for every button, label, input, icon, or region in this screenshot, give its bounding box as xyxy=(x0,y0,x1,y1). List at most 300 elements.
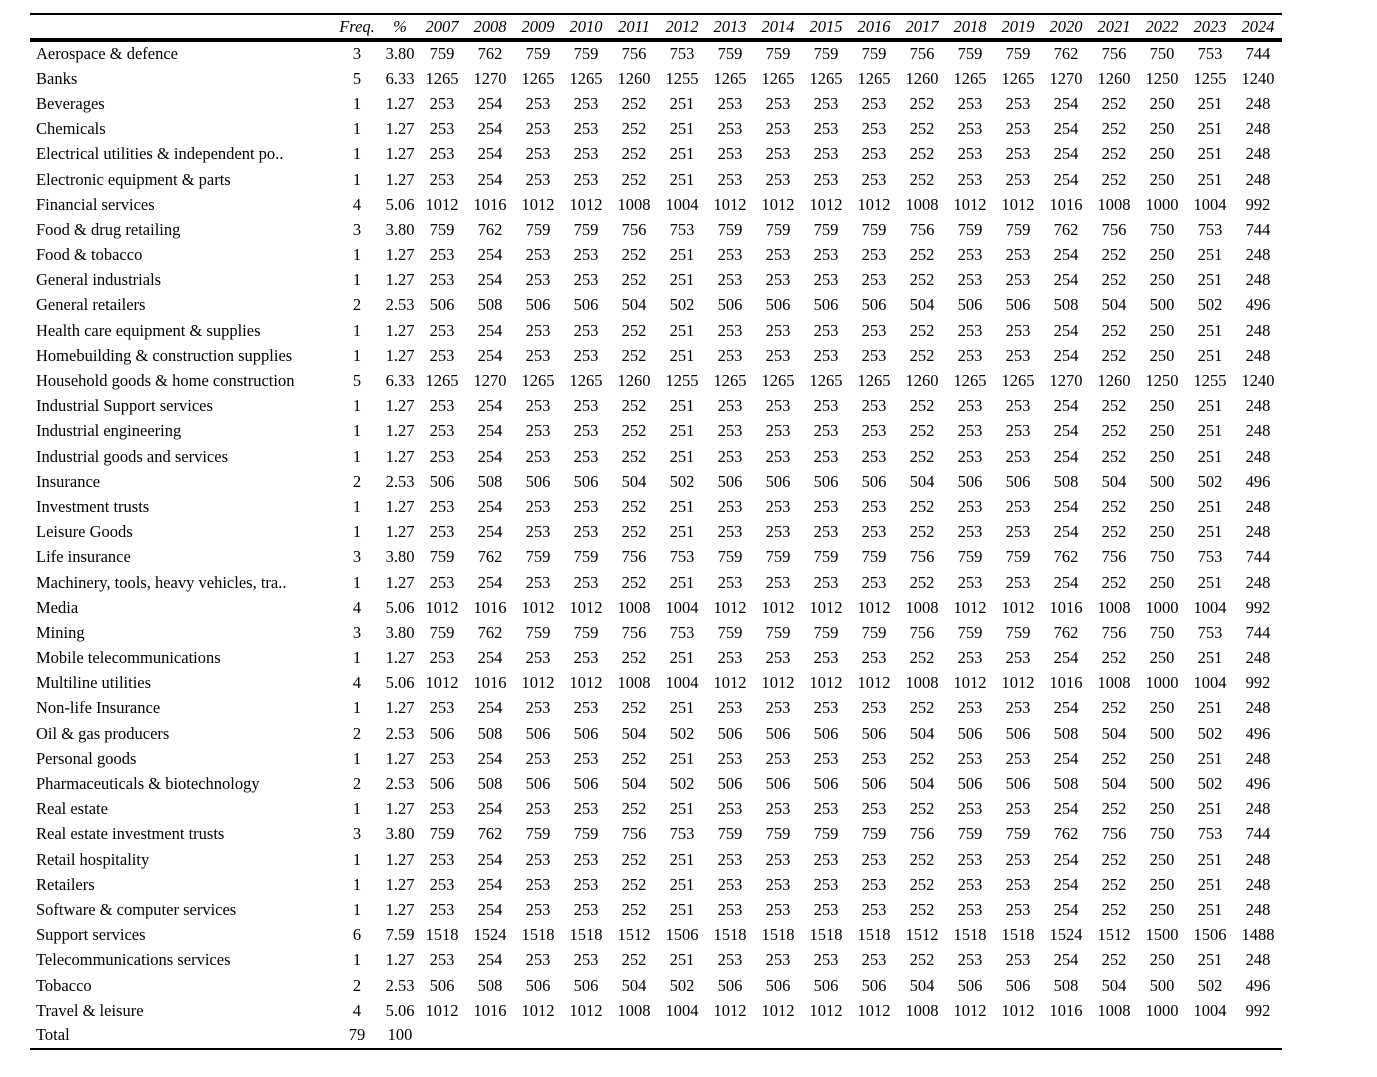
year-cell: 756 xyxy=(1101,44,1127,64)
year-cell: 251 xyxy=(669,874,695,894)
year-cell: 759 xyxy=(957,824,983,844)
year-cell: 254 xyxy=(477,799,503,819)
year-cell: 1004 xyxy=(1193,194,1227,214)
year-cell: 253 xyxy=(861,899,887,919)
year-cell: 506 xyxy=(957,723,983,743)
row-label: Household goods & home construction xyxy=(36,371,295,391)
table-row xyxy=(30,142,1282,167)
year-cell: 253 xyxy=(861,522,887,542)
year-cell: 253 xyxy=(429,849,455,869)
year-cell: 759 xyxy=(861,824,887,844)
freq-cell: 1 xyxy=(352,522,362,542)
year-cell: 1270 xyxy=(1049,68,1083,88)
year-cell: 753 xyxy=(1197,219,1223,239)
year-cell: 251 xyxy=(669,849,695,869)
year-cell: 248 xyxy=(1245,446,1271,466)
year-cell: 252 xyxy=(909,698,935,718)
table-row xyxy=(30,746,1282,771)
pct-cell: 1.27 xyxy=(385,119,415,139)
year-cell: 1016 xyxy=(473,673,507,693)
pct-cell: 1.27 xyxy=(385,396,415,416)
year-cell: 253 xyxy=(765,874,791,894)
year-cell: 506 xyxy=(765,975,791,995)
year-cell: 253 xyxy=(957,446,983,466)
year-cell: 759 xyxy=(861,547,887,567)
year-cell: 252 xyxy=(909,320,935,340)
year-cell: 252 xyxy=(1101,496,1127,516)
year-cell: 1012 xyxy=(425,673,459,693)
freq-cell: 3 xyxy=(352,824,362,844)
year-cell: 506 xyxy=(813,975,839,995)
year-cell: 254 xyxy=(477,874,503,894)
year-cell: 750 xyxy=(1149,622,1175,642)
year-cell: 253 xyxy=(765,320,791,340)
year-cell: 251 xyxy=(669,572,695,592)
year-cell: 253 xyxy=(861,345,887,365)
year-cell: 506 xyxy=(525,471,551,491)
year-cell: 1518 xyxy=(569,925,603,945)
year-cell: 1012 xyxy=(425,194,459,214)
year-cell: 1016 xyxy=(1049,194,1083,214)
header-row xyxy=(30,14,1282,39)
year-cell xyxy=(1234,1023,1282,1048)
year-cell: 253 xyxy=(813,245,839,265)
year-cell: 759 xyxy=(717,824,743,844)
pct-cell: 1.27 xyxy=(385,496,415,516)
col-header-year-2019: 2019 xyxy=(994,14,1042,39)
year-cell: 253 xyxy=(861,648,887,668)
year-cell: 248 xyxy=(1245,799,1271,819)
year-cell: 253 xyxy=(429,698,455,718)
year-cell: 1255 xyxy=(665,371,699,391)
year-cell: 252 xyxy=(621,748,647,768)
table-row xyxy=(30,620,1282,645)
year-cell: 992 xyxy=(1245,194,1271,214)
year-cell: 251 xyxy=(1197,169,1223,189)
row-label: Food & drug retailing xyxy=(36,219,181,239)
year-cell: 253 xyxy=(1005,522,1031,542)
year-cell: 1265 xyxy=(425,68,459,88)
year-cell: 251 xyxy=(1197,446,1223,466)
pct-cell: 1.27 xyxy=(385,572,415,592)
year-cell: 253 xyxy=(525,572,551,592)
year-cell: 762 xyxy=(1053,824,1079,844)
year-cell: 254 xyxy=(477,320,503,340)
table-row xyxy=(30,41,1282,66)
freq-cell: 79 xyxy=(348,1025,366,1045)
year-cell: 506 xyxy=(765,774,791,794)
year-cell: 1008 xyxy=(905,194,939,214)
pct-cell: 1.27 xyxy=(385,345,415,365)
year-cell: 254 xyxy=(1053,899,1079,919)
year-cell: 762 xyxy=(477,824,503,844)
row-label: Chemicals xyxy=(36,119,106,139)
year-cell: 253 xyxy=(813,874,839,894)
year-cell: 506 xyxy=(429,774,455,794)
year-cell: 1270 xyxy=(473,68,507,88)
year-cell: 253 xyxy=(813,396,839,416)
year-cell: 254 xyxy=(477,421,503,441)
year-cell: 252 xyxy=(909,849,935,869)
year-cell: 759 xyxy=(1005,219,1031,239)
year-cell: 1265 xyxy=(809,371,843,391)
year-cell: 248 xyxy=(1245,849,1271,869)
year-cell: 253 xyxy=(813,522,839,542)
year-cell: 251 xyxy=(669,446,695,466)
table-row xyxy=(30,948,1282,973)
year-cell: 253 xyxy=(1005,496,1031,516)
year-cell: 506 xyxy=(1005,471,1031,491)
year-cell: 1260 xyxy=(905,371,939,391)
year-cell: 1004 xyxy=(665,597,699,617)
year-cell: 253 xyxy=(813,144,839,164)
row-label: Support services xyxy=(36,925,146,945)
year-cell: 759 xyxy=(525,44,551,64)
year-cell: 759 xyxy=(573,547,599,567)
year-cell: 508 xyxy=(1053,975,1079,995)
year-cell: 251 xyxy=(669,396,695,416)
freq-cell: 1 xyxy=(352,245,362,265)
year-cell: 506 xyxy=(861,774,887,794)
year-cell: 253 xyxy=(957,144,983,164)
year-cell: 253 xyxy=(861,950,887,970)
year-cell: 253 xyxy=(717,698,743,718)
year-cell: 506 xyxy=(429,471,455,491)
year-cell: 254 xyxy=(1053,396,1079,416)
year-cell: 1265 xyxy=(809,68,843,88)
year-cell: 1260 xyxy=(905,68,939,88)
year-cell: 750 xyxy=(1149,44,1175,64)
year-cell: 248 xyxy=(1245,572,1271,592)
year-cell: 756 xyxy=(1101,824,1127,844)
year-cell: 1012 xyxy=(809,194,843,214)
year-cell xyxy=(418,1023,466,1048)
year-cell: 253 xyxy=(957,572,983,592)
year-cell: 1000 xyxy=(1145,673,1179,693)
year-cell: 1012 xyxy=(953,673,987,693)
year-cell: 253 xyxy=(525,345,551,365)
year-cell: 1008 xyxy=(905,673,939,693)
year-cell: 253 xyxy=(429,648,455,668)
year-cell: 248 xyxy=(1245,748,1271,768)
year-cell: 253 xyxy=(1005,270,1031,290)
year-cell: 252 xyxy=(909,144,935,164)
year-cell: 254 xyxy=(1053,522,1079,542)
year-cell: 992 xyxy=(1245,597,1271,617)
year-cell: 506 xyxy=(861,295,887,315)
col-header-year-2014: 2014 xyxy=(754,14,802,39)
pct-cell: 3.80 xyxy=(385,44,415,64)
table-row xyxy=(30,91,1282,116)
row-label: Total xyxy=(36,1025,70,1045)
pct-cell: 2.53 xyxy=(385,723,415,743)
year-cell: 762 xyxy=(477,622,503,642)
year-cell: 253 xyxy=(957,245,983,265)
year-cell: 253 xyxy=(573,93,599,113)
year-cell: 252 xyxy=(909,496,935,516)
year-cell: 253 xyxy=(861,572,887,592)
year-cell: 250 xyxy=(1149,119,1175,139)
year-cell: 254 xyxy=(477,849,503,869)
year-cell: 253 xyxy=(525,270,551,290)
year-cell: 251 xyxy=(1197,245,1223,265)
year-cell: 1012 xyxy=(953,597,987,617)
year-cell: 506 xyxy=(813,295,839,315)
year-cell: 253 xyxy=(573,874,599,894)
row-label: Industrial goods and services xyxy=(36,446,228,466)
year-cell: 253 xyxy=(957,396,983,416)
year-cell: 1008 xyxy=(1097,1000,1131,1020)
year-cell: 250 xyxy=(1149,245,1175,265)
year-cell: 1524 xyxy=(1049,925,1083,945)
year-cell: 1265 xyxy=(425,371,459,391)
year-cell: 252 xyxy=(621,950,647,970)
year-cell: 1265 xyxy=(953,371,987,391)
year-cell: 1012 xyxy=(521,194,555,214)
year-cell: 250 xyxy=(1149,169,1175,189)
year-cell: 508 xyxy=(477,774,503,794)
year-cell: 251 xyxy=(669,899,695,919)
year-cell: 251 xyxy=(1197,522,1223,542)
freq-cell: 1 xyxy=(352,169,362,189)
year-cell: 253 xyxy=(429,93,455,113)
col-header-year-2018: 2018 xyxy=(946,14,994,39)
year-cell: 759 xyxy=(1005,622,1031,642)
year-cell: 253 xyxy=(957,899,983,919)
year-cell: 1016 xyxy=(473,194,507,214)
year-cell: 1012 xyxy=(761,597,795,617)
row-label: Industrial Support services xyxy=(36,396,213,416)
year-cell: 253 xyxy=(813,849,839,869)
year-cell: 759 xyxy=(765,824,791,844)
year-cell: 504 xyxy=(621,975,647,995)
year-cell: 253 xyxy=(957,119,983,139)
year-cell: 254 xyxy=(477,748,503,768)
year-cell: 248 xyxy=(1245,522,1271,542)
year-cell: 253 xyxy=(717,169,743,189)
year-cell: 756 xyxy=(621,824,647,844)
year-cell: 253 xyxy=(717,396,743,416)
year-cell: 253 xyxy=(429,950,455,970)
freq-cell: 2 xyxy=(352,471,362,491)
year-cell: 750 xyxy=(1149,824,1175,844)
year-cell: 253 xyxy=(429,270,455,290)
year-cell: 1012 xyxy=(713,194,747,214)
row-label: Industrial engineering xyxy=(36,421,182,441)
freq-cell: 1 xyxy=(352,849,362,869)
year-cell: 1004 xyxy=(1193,597,1227,617)
year-cell: 1012 xyxy=(713,1000,747,1020)
year-cell: 759 xyxy=(429,547,455,567)
row-label: Financial services xyxy=(36,194,155,214)
year-cell: 254 xyxy=(1053,270,1079,290)
pct-cell: 2.53 xyxy=(385,471,415,491)
pct-cell: 5.06 xyxy=(385,597,415,617)
year-cell: 508 xyxy=(477,723,503,743)
year-cell: 250 xyxy=(1149,320,1175,340)
year-cell: 1265 xyxy=(1001,371,1035,391)
year-cell: 253 xyxy=(717,270,743,290)
year-cell: 1016 xyxy=(1049,597,1083,617)
pct-cell: 7.59 xyxy=(385,925,415,945)
table-row xyxy=(30,545,1282,570)
year-cell: 253 xyxy=(573,572,599,592)
table-row xyxy=(30,444,1282,469)
row-label: Travel & leisure xyxy=(36,1000,144,1020)
col-header-year-2016: 2016 xyxy=(850,14,898,39)
year-cell: 1012 xyxy=(713,597,747,617)
year-cell: 496 xyxy=(1245,295,1271,315)
year-cell: 1008 xyxy=(905,597,939,617)
year-cell: 253 xyxy=(429,245,455,265)
year-cell: 759 xyxy=(813,547,839,567)
table-row xyxy=(30,66,1282,91)
year-cell: 759 xyxy=(1005,547,1031,567)
year-cell: 254 xyxy=(1053,698,1079,718)
year-cell: 1012 xyxy=(857,194,891,214)
year-cell: 254 xyxy=(1053,849,1079,869)
year-cell: 1265 xyxy=(569,68,603,88)
year-cell: 253 xyxy=(957,874,983,894)
year-cell: 504 xyxy=(1101,975,1127,995)
year-cell: 1012 xyxy=(1001,673,1035,693)
year-cell: 252 xyxy=(909,748,935,768)
year-cell: 253 xyxy=(957,849,983,869)
table-row xyxy=(30,343,1282,368)
year-cell: 252 xyxy=(909,119,935,139)
year-cell: 506 xyxy=(1005,295,1031,315)
year-cell: 502 xyxy=(669,774,695,794)
year-cell: 756 xyxy=(621,547,647,567)
year-cell: 504 xyxy=(909,774,935,794)
year-cell: 253 xyxy=(573,799,599,819)
year-cell: 759 xyxy=(765,622,791,642)
year-cell: 759 xyxy=(525,547,551,567)
pct-cell: 3.80 xyxy=(385,219,415,239)
year-cell: 1012 xyxy=(809,597,843,617)
row-label: Oil & gas producers xyxy=(36,723,170,743)
year-cell: 1008 xyxy=(617,194,651,214)
year-cell: 253 xyxy=(525,950,551,970)
year-cell: 254 xyxy=(1053,446,1079,466)
year-cell: 253 xyxy=(813,119,839,139)
year-cell: 504 xyxy=(1101,471,1127,491)
year-cell: 254 xyxy=(477,446,503,466)
table-row xyxy=(30,973,1282,998)
year-cell: 759 xyxy=(717,219,743,239)
year-cell: 252 xyxy=(909,396,935,416)
table-row xyxy=(30,494,1282,519)
year-cell: 506 xyxy=(957,295,983,315)
year-cell: 254 xyxy=(477,93,503,113)
year-cell: 992 xyxy=(1245,673,1271,693)
year-cell: 1270 xyxy=(473,371,507,391)
year-cell: 251 xyxy=(1197,396,1223,416)
year-cell: 502 xyxy=(1197,774,1223,794)
table-row xyxy=(30,268,1282,293)
industry-frequency-table xyxy=(30,13,1282,1050)
table-row xyxy=(30,872,1282,897)
year-cell: 251 xyxy=(669,421,695,441)
col-header-year-2012: 2012 xyxy=(658,14,706,39)
year-cell: 253 xyxy=(765,446,791,466)
pct-cell: 1.27 xyxy=(385,421,415,441)
year-cell: 252 xyxy=(1101,270,1127,290)
pct-cell: 6.33 xyxy=(385,68,415,88)
year-cell: 756 xyxy=(909,622,935,642)
pct-cell: 2.53 xyxy=(385,774,415,794)
year-cell: 759 xyxy=(573,219,599,239)
year-cell: 253 xyxy=(525,144,551,164)
year-cell: 1518 xyxy=(953,925,987,945)
year-cell: 1506 xyxy=(1193,925,1227,945)
year-cell: 251 xyxy=(1197,93,1223,113)
year-cell: 756 xyxy=(909,547,935,567)
year-cell: 744 xyxy=(1245,622,1271,642)
year-cell: 254 xyxy=(477,950,503,970)
year-cell: 252 xyxy=(1101,522,1127,542)
year-cell: 253 xyxy=(573,748,599,768)
col-header-year-2010: 2010 xyxy=(562,14,610,39)
year-cell: 500 xyxy=(1149,774,1175,794)
year-cell: 1518 xyxy=(761,925,795,945)
freq-cell: 1 xyxy=(352,748,362,768)
year-cell: 250 xyxy=(1149,522,1175,542)
year-cell: 1265 xyxy=(761,371,795,391)
year-cell: 1012 xyxy=(425,1000,459,1020)
year-cell: 253 xyxy=(957,496,983,516)
year-cell: 1004 xyxy=(665,673,699,693)
year-cell: 253 xyxy=(525,874,551,894)
year-cell: 253 xyxy=(861,144,887,164)
year-cell: 504 xyxy=(621,723,647,743)
table-row xyxy=(30,217,1282,242)
pct-cell: 1.27 xyxy=(385,522,415,542)
year-cell: 253 xyxy=(525,496,551,516)
year-cell: 248 xyxy=(1245,245,1271,265)
year-cell: 506 xyxy=(525,295,551,315)
year-cell: 253 xyxy=(717,748,743,768)
year-cell: 252 xyxy=(1101,572,1127,592)
year-cell: 1012 xyxy=(953,194,987,214)
year-cell: 252 xyxy=(621,698,647,718)
year-cell: 254 xyxy=(1053,572,1079,592)
year-cell: 506 xyxy=(525,774,551,794)
year-cell: 252 xyxy=(621,270,647,290)
row-label: Food & tobacco xyxy=(36,245,143,265)
year-cell: 250 xyxy=(1149,849,1175,869)
year-cell: 759 xyxy=(765,44,791,64)
col-header-label xyxy=(30,14,332,39)
freq-cell: 1 xyxy=(352,144,362,164)
year-cell: 253 xyxy=(765,421,791,441)
pct-cell: 1.27 xyxy=(385,849,415,869)
year-cell: 1260 xyxy=(1097,68,1131,88)
year-cell: 251 xyxy=(669,698,695,718)
freq-cell: 3 xyxy=(352,622,362,642)
year-cell: 502 xyxy=(669,471,695,491)
year-cell: 253 xyxy=(717,245,743,265)
year-cell: 252 xyxy=(909,874,935,894)
pct-cell: 3.80 xyxy=(385,547,415,567)
year-cell: 250 xyxy=(1149,874,1175,894)
year-cell: 1004 xyxy=(1193,673,1227,693)
year-cell: 502 xyxy=(669,295,695,315)
year-cell: 253 xyxy=(1005,849,1031,869)
year-cell: 254 xyxy=(477,144,503,164)
year-cell: 753 xyxy=(1197,824,1223,844)
year-cell: 253 xyxy=(525,396,551,416)
